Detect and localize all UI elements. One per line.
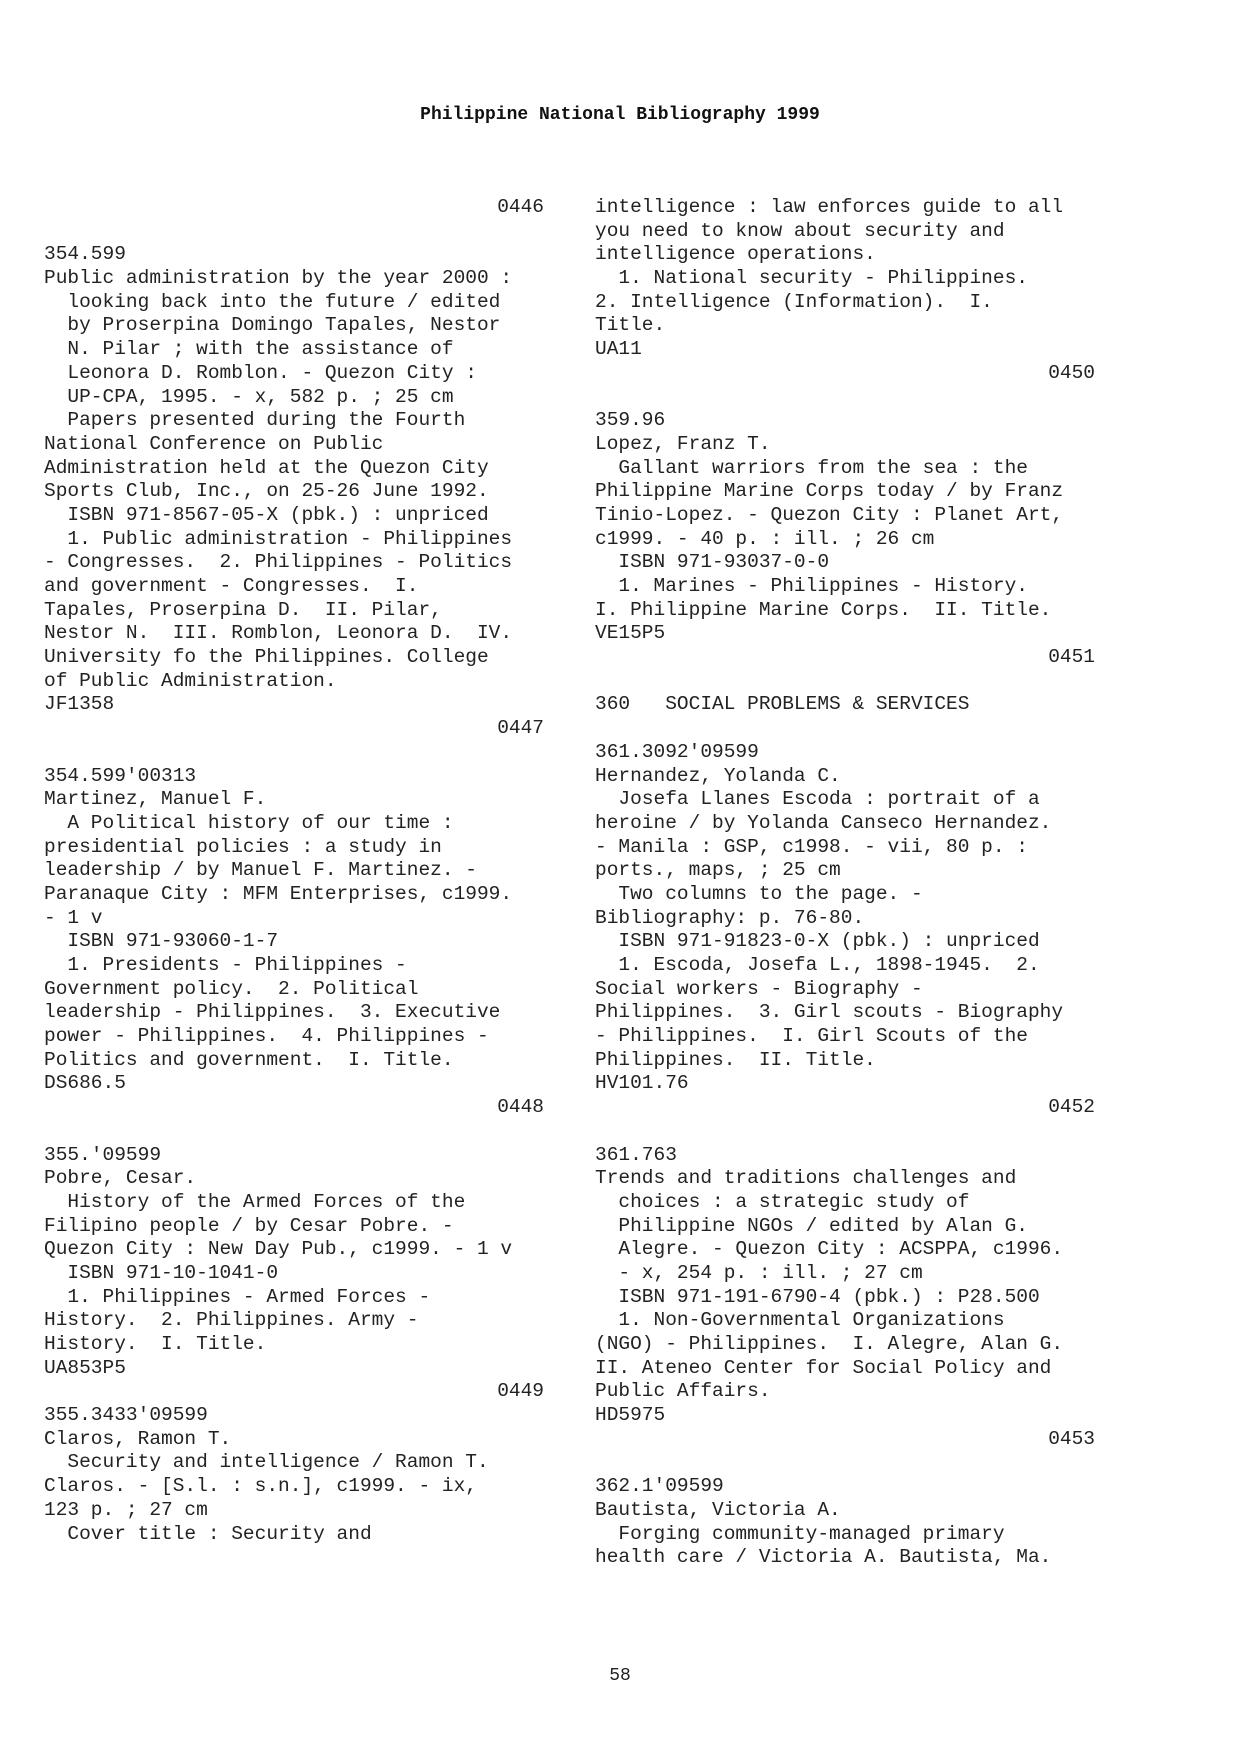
entry-line: JF1358: [44, 693, 115, 716]
entry-line: Nestor N. III. Romblon, Leonora D. IV.: [44, 622, 513, 645]
entry-line: Bibliography: p. 76-80.: [595, 906, 865, 929]
entry-line: Forging community-managed primary: [595, 1522, 1005, 1545]
entry-line: Hernandez, Yolanda C.: [595, 764, 841, 787]
entry-line: 362.1'09599: [595, 1475, 724, 1498]
entry-line: power - Philippines. 4. Philippines -: [44, 1025, 489, 1048]
entry-line: National Conference on Public: [44, 432, 384, 455]
entry-line: choices : a strategic study of: [595, 1190, 970, 1213]
entry-line: - Manila : GSP, c1998. - vii, 80 p. :: [595, 835, 1028, 858]
entry-line: 1. Philippines - Armed Forces -: [44, 1285, 431, 1308]
entry-line: Philippines. 3. Girl scouts - Biography: [595, 1001, 1064, 1024]
entry-line: UA11: [595, 338, 642, 361]
entry-line: Leonora D. Romblon. - Quezon City :: [44, 361, 477, 384]
entry-line: 1. Presidents - Philippines -: [44, 954, 407, 976]
entry-line: Sports Club, Inc., on 25-26 June 1992.: [44, 480, 489, 503]
entry-line: intelligence : law enforces guide to all: [595, 196, 1064, 218]
entry-line: leadership / by Manuel F. Martinez. -: [44, 859, 477, 882]
entry-line: Government policy. 2. Political: [44, 977, 419, 1000]
entry-line: Gallant warriors from the sea : the: [595, 456, 1028, 479]
entry-line: ISBN 971-191-6790-4 (pbk.) : P28.500: [595, 1285, 1040, 1308]
entry-line: of Public Administration.: [44, 669, 337, 692]
entry-line: HV101.76: [595, 1072, 689, 1095]
entry-number: 0450: [1048, 361, 1095, 384]
entry-line: Trends and traditions challenges and: [595, 1167, 1017, 1190]
entry-line: ISBN 971-93060-1-7: [44, 930, 279, 953]
entry-line: ISBN 971-10-1041-0: [44, 1261, 279, 1284]
entry-line: - Philippines. I. Girl Scouts of the: [595, 1025, 1028, 1048]
entry-line: Lopez, Franz T.: [595, 432, 771, 455]
entry-line: 361.3092'09599: [595, 740, 759, 763]
entry-line: leadership - Philippines. 3. Executive: [44, 1001, 501, 1024]
blank-line: [595, 1120, 1095, 1144]
blank-line: [595, 717, 1095, 741]
entry-line: 355.'09599: [44, 1143, 162, 1166]
entry-line: Two columns to the page. -: [595, 882, 923, 905]
blank-line: [44, 220, 544, 244]
entry-line: Public administration by the year 2000 :: [44, 267, 513, 290]
entry-line: Politics and government. I. Title.: [44, 1048, 454, 1071]
entry-line: - Congresses. 2. Philippines - Politics: [44, 551, 513, 574]
entry-line: 359.96: [595, 409, 666, 432]
entry-line: Security and intelligence / Ramon T.: [44, 1451, 489, 1474]
entry-line: History. 2. Philippines. Army -: [44, 1309, 419, 1332]
entry-line: Alegre. - Quezon City : ACSPPA, c1996.: [595, 1238, 1064, 1261]
entry-line: UA853P5: [44, 1356, 126, 1379]
entry-line: Philippines. II. Title.: [595, 1048, 876, 1071]
entry-line: II. Ateneo Center for Social Policy and: [595, 1356, 1052, 1379]
entry-line: 1. Marines - Philippines - History.: [595, 575, 1028, 597]
entry-number: 0447: [497, 717, 544, 740]
entry-line: ISBN 971-93037-0-0: [595, 551, 830, 574]
entry-line: Claros. - [S.l. : s.n.], c1999. - ix,: [44, 1475, 477, 1498]
entry-line: Title.: [595, 314, 666, 337]
entry-line: (NGO) - Philippines. I. Alegre, Alan G.: [595, 1333, 1064, 1355]
page-title: Philippine National Bibliography 1999: [420, 105, 820, 125]
entry-line: Quezon City : New Day Pub., c1999. - 1 v: [44, 1238, 513, 1261]
entry-line: History of the Armed Forces of the: [44, 1190, 466, 1213]
entry-line: by Proserpina Domingo Tapales, Nestor: [44, 314, 501, 337]
entry-line: you need to know about security and: [595, 219, 1005, 242]
entry-line: 1. National security - Philippines.: [595, 267, 1028, 290]
right-column: [595, 196, 1095, 1570]
entry-number: 0448: [497, 1096, 544, 1119]
entry-line: 361.763: [595, 1143, 677, 1166]
blank-line: [595, 1451, 1095, 1475]
entry-line: heroine / by Yolanda Canseco Hernandez.: [595, 811, 1052, 834]
entry-line: Claros, Ramon T.: [44, 1427, 232, 1450]
entry-line: UP-CPA, 1995. - x, 582 p. ; 25 cm: [44, 385, 454, 408]
entry-line: Social workers - Biography -: [595, 977, 923, 1000]
entry-line: HD5975: [595, 1404, 666, 1427]
entry-line: Public Affairs.: [595, 1380, 771, 1403]
entry-line: Paranaque City : MFM Enterprises, c1999.: [44, 882, 513, 905]
entry-line: 355.3433'09599: [44, 1404, 208, 1427]
entry-number: 0453: [1048, 1427, 1095, 1450]
entry-line: Cover title : Security and: [44, 1522, 372, 1545]
entry-line: 360 SOCIAL PROBLEMS & SERVICES: [595, 693, 970, 716]
entry-line: I. Philippine Marine Corps. II. Title.: [595, 598, 1052, 621]
entry-line: VE15P5: [595, 622, 666, 645]
entry-number: 0449: [497, 1380, 544, 1403]
entry-line: and government - Congresses. I.: [44, 575, 419, 597]
blank-line: [595, 670, 1095, 694]
entry-line: History. I. Title.: [44, 1333, 267, 1355]
entry-line: presidential policies : a study in: [44, 835, 442, 858]
entry-line: University fo the Philippines. College: [44, 646, 489, 669]
entry-line: c1999. - 40 p. : ill. ; 26 cm: [595, 527, 935, 550]
entry-line: Bautista, Victoria A.: [595, 1498, 841, 1521]
entry-line: ports., maps, ; 25 cm: [595, 859, 841, 882]
entry-line: Pobre, Cesar.: [44, 1167, 197, 1190]
entry-number: 0451: [1048, 646, 1095, 669]
left-column: [44, 196, 544, 1546]
entry-line: 354.599'00313: [44, 764, 197, 787]
entry-line: N. Pilar ; with the assistance of: [44, 338, 454, 361]
blank-line: [595, 386, 1095, 410]
entry-line: Papers presented during the Fourth: [44, 409, 466, 432]
entry-line: 354.599: [44, 243, 126, 266]
entry-line: 2. Intelligence (Information). I.: [595, 290, 993, 313]
entry-line: ISBN 971-8567-05-X (pbk.) : unpriced: [44, 503, 489, 526]
entry-number: 0452: [1048, 1096, 1095, 1119]
entry-line: looking back into the future / edited: [44, 290, 501, 313]
entry-number: 0446: [497, 196, 544, 218]
entry-line: 1. Escoda, Josefa L., 1898-1945. 2.: [595, 954, 1040, 976]
entry-line: 1. Non-Governmental Organizations: [595, 1309, 1005, 1332]
entry-line: - 1 v: [44, 906, 103, 929]
entry-line: Filipino people / by Cesar Pobre. -: [44, 1214, 454, 1237]
entry-line: Martinez, Manuel F.: [44, 788, 267, 811]
entry-line: - x, 254 p. : ill. ; 27 cm: [595, 1261, 923, 1284]
entry-line: Philippine NGOs / edited by Alan G.: [595, 1214, 1028, 1237]
entry-line: Josefa Llanes Escoda : portrait of a: [595, 788, 1040, 811]
blank-line: [44, 741, 544, 765]
blank-line: [44, 1120, 544, 1144]
entry-line: DS686.5: [44, 1072, 126, 1095]
entry-line: Philippine Marine Corps today / by Franz: [595, 480, 1064, 503]
entry-line: 1. Public administration - Philippines: [44, 527, 513, 550]
page-number: 58: [609, 1666, 631, 1686]
entry-line: intelligence operations.: [595, 243, 876, 266]
entry-line: ISBN 971-91823-0-X (pbk.) : unpriced: [595, 930, 1040, 953]
entry-line: health care / Victoria A. Bautista, Ma.: [595, 1546, 1052, 1569]
entry-line: Administration held at the Quezon City: [44, 456, 489, 479]
entry-line: 123 p. ; 27 cm: [44, 1498, 208, 1521]
entry-line: Tapales, Proserpina D. II. Pilar,: [44, 598, 442, 621]
entry-line: A Political history of our time :: [44, 811, 454, 834]
entry-line: Tinio-Lopez. - Quezon City : Planet Art,: [595, 503, 1064, 526]
